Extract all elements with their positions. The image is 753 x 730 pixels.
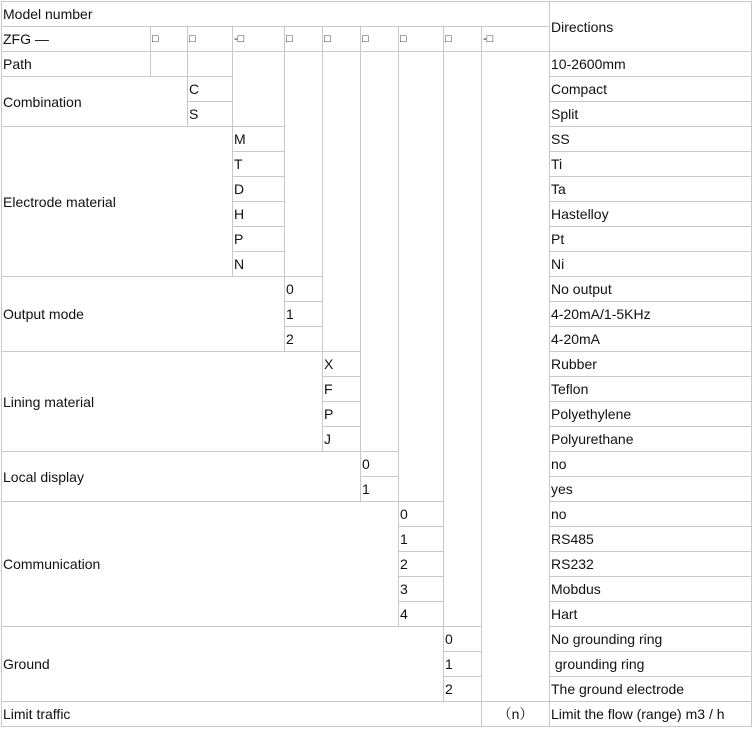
option-direction: 4-20mA/1-5KHz xyxy=(550,302,752,327)
code-slot: □ xyxy=(151,27,188,52)
option-code: 1 xyxy=(361,477,399,502)
option-direction: Polyurethane xyxy=(550,427,752,452)
option-direction: Teflon xyxy=(550,377,752,402)
lining-material-label: Lining material xyxy=(2,352,323,452)
option-direction: grounding ring xyxy=(550,652,752,677)
code-slot: □ xyxy=(323,27,361,52)
option-code: 1 xyxy=(285,302,323,327)
option-direction: Ni xyxy=(550,252,752,277)
directions-header: Directions xyxy=(550,2,752,52)
option-direction: Mobdus xyxy=(550,577,752,602)
limit-traffic-row xyxy=(2,702,752,727)
option-code: 2 xyxy=(444,677,482,702)
code-slot: □ xyxy=(361,27,399,52)
ground-label: Ground xyxy=(2,627,444,702)
empty-cell xyxy=(323,52,361,352)
ground-row xyxy=(2,627,752,652)
option-direction: Rubber xyxy=(550,352,752,377)
option-direction: no xyxy=(550,452,752,477)
empty-cell xyxy=(188,52,233,77)
option-code: 3 xyxy=(399,577,444,602)
header-row xyxy=(2,2,752,27)
model-number-header: Model number xyxy=(2,2,550,27)
option-direction: Polyethylene xyxy=(550,402,752,427)
option-code: 1 xyxy=(444,652,482,677)
option-code: N xyxy=(233,252,285,277)
option-direction: 4-20mA xyxy=(550,327,752,352)
option-code: M xyxy=(233,127,285,152)
option-direction: Ta xyxy=(550,177,752,202)
empty-cell xyxy=(151,52,188,77)
option-code: C xyxy=(188,77,233,102)
option-direction: No grounding ring xyxy=(550,627,752,652)
option-code: 4 xyxy=(399,602,444,627)
option-direction: Hastelloy xyxy=(550,202,752,227)
code-slot: -□ xyxy=(482,27,550,52)
code-slot: □ xyxy=(399,27,444,52)
option-code: P xyxy=(323,402,361,427)
option-direction: Compact xyxy=(550,77,752,102)
electrode-material-label: Electrode material xyxy=(2,127,233,277)
path-direction: 10-2600mm xyxy=(550,52,752,77)
option-direction: Pt xyxy=(550,227,752,252)
limit-traffic-direction: Limit the flow (range) m3 / h xyxy=(550,702,752,727)
code-slot: □ xyxy=(188,27,233,52)
limit-traffic-code: （n） xyxy=(482,702,550,727)
empty-cell xyxy=(361,52,399,452)
empty-cell xyxy=(482,52,550,702)
option-direction: The ground electrode xyxy=(550,677,752,702)
option-code: 0 xyxy=(285,277,323,302)
output-mode-label: Output mode xyxy=(2,277,285,352)
option-code: J xyxy=(323,427,361,452)
option-code: 2 xyxy=(285,327,323,352)
option-direction: RS485 xyxy=(550,527,752,552)
option-direction: SS xyxy=(550,127,752,152)
model-prefix: ZFG — xyxy=(2,27,151,52)
option-code: 0 xyxy=(444,627,482,652)
communication-row xyxy=(2,502,752,527)
option-code: H xyxy=(233,202,285,227)
option-direction: No output xyxy=(550,277,752,302)
empty-cell xyxy=(399,52,444,502)
code-slot: □ xyxy=(285,27,323,52)
option-code: 2 xyxy=(399,552,444,577)
option-direction: yes xyxy=(550,477,752,502)
model-spec-table xyxy=(1,1,752,727)
path-label: Path xyxy=(2,52,151,77)
code-slot: □ xyxy=(444,27,482,52)
option-code: T xyxy=(233,152,285,177)
empty-cell xyxy=(285,52,323,277)
option-direction: Split xyxy=(550,102,752,127)
option-direction: Ti xyxy=(550,152,752,177)
empty-cell xyxy=(444,52,482,627)
option-code: D xyxy=(233,177,285,202)
option-code: 0 xyxy=(361,452,399,477)
option-direction: no xyxy=(550,502,752,527)
limit-traffic-label: Limit traffic xyxy=(2,702,482,727)
option-code: P xyxy=(233,227,285,252)
local-display-label: Local display xyxy=(2,452,361,502)
option-direction: Hart xyxy=(550,602,752,627)
combination-label: Combination xyxy=(2,77,188,127)
option-direction: RS232 xyxy=(550,552,752,577)
option-code: F xyxy=(323,377,361,402)
option-code: X xyxy=(323,352,361,377)
option-code: 1 xyxy=(399,527,444,552)
path-row xyxy=(2,52,752,77)
code-slot: -□ xyxy=(233,27,285,52)
local-display-row xyxy=(2,452,752,477)
option-code: S xyxy=(188,102,233,127)
communication-label: Communication xyxy=(2,502,399,627)
option-code: 0 xyxy=(399,502,444,527)
empty-cell xyxy=(233,52,285,127)
